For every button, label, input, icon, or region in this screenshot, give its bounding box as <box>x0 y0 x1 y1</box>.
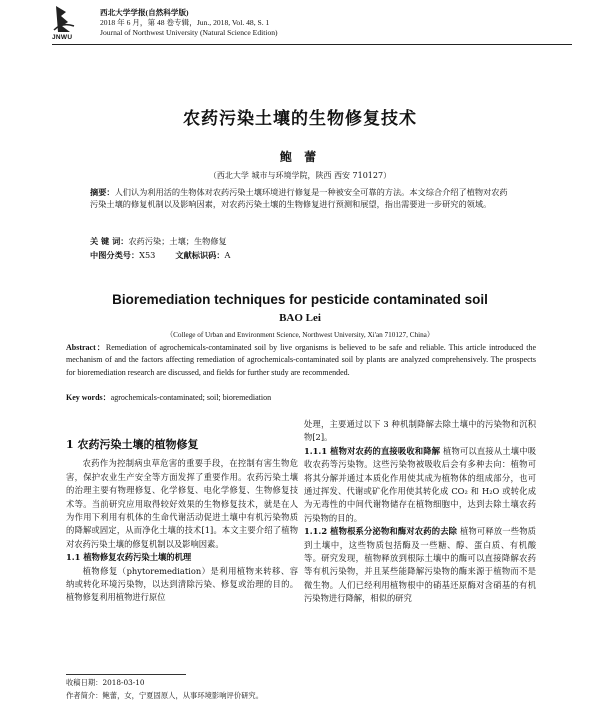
journal-name-en: Journal of Northwest University (Natural Science Edition) <box>100 28 278 37</box>
keywords-en <box>66 392 271 403</box>
abstract-cn-text: 人们认为利用活的生物体对农药污染土壤环境进行修复是一种被安全可靠的方法。本文综合介绍了植物对农药污染土壤的修复机制以及影响因素，对农药污染土壤的生物修复进行预测和展望，指出需要进一步研究的领域。 <box>90 187 508 209</box>
keywords-en-text: agrochemicals-contaminated; soil; bioremediation <box>110 393 272 402</box>
abstract-en-label: Abstract： <box>66 343 106 352</box>
subsection-heading: 1.1 植物修复农药污染土壤的机理 <box>66 552 192 563</box>
author-cn: 鲍 蕾 <box>279 150 321 164</box>
abstract-cn <box>90 186 510 210</box>
body-paragraph: 植物修复（phytoremediation）是利用植物来转移、容纳或转化环境污染物，以达到清除污染、修复或治理的目的。植物修复利用植物进行原位 <box>66 565 298 603</box>
keywords-cn-label: 关 键 词： <box>90 236 129 246</box>
footnote-rule <box>66 674 186 675</box>
journal-header <box>52 4 572 48</box>
classification-cn <box>90 250 230 261</box>
body-left-column <box>66 432 298 605</box>
keywords-en-label: Key words： <box>66 393 111 402</box>
body-paragraph: 农药作为控制病虫草危害的重要手段，在控制有害生物危害，保护农业生产安全等方面发挥了重要作用。农药污染土壤的治理主要有物理修复、化学修复、电化学修复、生物修复技术等。当前研究应用取得较好效果的生物修复技术，就是在人为作用下利用有机体的生命代谢活动促进土壤中有机污染物质的降解或固定，从而净化土壤的技术[1]。本文主要介绍了植物对农药污染土壤的修复机制以及影响因素。 <box>66 458 298 549</box>
item-heading: 1.1.1 植物对农药的直接吸收和降解 <box>304 445 441 456</box>
item-text: 植物可以直接从土壤中吸收农药等污染物。这些污染物被吸收后会有多种去向：植物可将其分解并通过本质化作用使其成为植物体的组成部分，也可通过挥发、代谢或矿化作用使其转化成 CO₂ 和 H₂O 或转化成为无毒性的中间代谢物储存在植物细胞中，达到去除土壤农药污染物的目的。 <box>304 445 536 523</box>
body-right-column <box>304 418 536 606</box>
journal-logo-text: JNWU <box>52 34 73 41</box>
abstract-en-text: Remediation of agrochemicals-contaminated soil by live organisms is believed to be safe and reliable. This article introduced the mechanism of and the factors affecting remediation of agrochemicals-contaminated soil by plants are analyzed comprehensively. The prospects for bioremediation research are discussed, and fields for further study are recommended. <box>66 343 536 377</box>
abstract-cn-label: 摘要： <box>90 187 115 197</box>
doc-code-value: A <box>224 250 231 260</box>
abstract-en <box>66 342 536 379</box>
keywords-cn <box>90 236 227 247</box>
keywords-cn-text: 农药污染；土壤；生物修复 <box>128 236 227 246</box>
received-date: 收稿日期：2018-03-10 <box>66 678 145 687</box>
item-heading: 1.1.2 植物根系分泌物和酶对农药的去除 <box>304 526 458 537</box>
clc-label: 中图分类号： <box>90 250 140 260</box>
section-heading: 1 农药污染土壤的植物修复 <box>66 438 199 451</box>
item-text: 植物可释放一些物质到土壤中，这些物质包括酶及一些糖、醇、蛋白质、有机酸等。研究发现，植物释放到根际土壤中的酶可以直接降解农药等有机污染物，并且某些能降解污染物的酶来源于植物而不是微生物。人们已经利用植物根中的硝基还原酶对含硝基的有机污染物进行降解，相似的研究 <box>304 526 536 604</box>
author-bio: 作者简介：鲍蕾，女，宁夏固原人，从事环境影响评价研究。 <box>66 691 264 700</box>
journal-issue: 2018 年 6 月，第 48 卷专辑，Jun., 2018, Vol. 48, S. 1 <box>100 18 270 27</box>
header-rule <box>52 44 572 45</box>
paper-title-en: Bioremediation techniques for pesticide contaminated soil <box>112 292 488 307</box>
body-paragraph: 处理，主要通过以下 3 种机制降解去除土壤中的污染物和沉积物[2]。 <box>304 419 536 443</box>
author-en: BAO Lei <box>279 312 321 324</box>
affiliation-cn: （西北大学 城市与环境学院，陕西 西安 710127） <box>208 171 392 180</box>
clc-value: X53 <box>139 250 156 260</box>
affiliation-en: （College of Urban and Environment Science, Northwest University, Xi'an 710127, China） <box>165 331 435 339</box>
doc-code-label: 文献标识码： <box>175 250 225 260</box>
journal-name-cn: 西北大学学报(自然科学版) <box>100 8 189 17</box>
paper-title-cn: 农药污染土壤的生物修复技术 <box>183 109 417 129</box>
